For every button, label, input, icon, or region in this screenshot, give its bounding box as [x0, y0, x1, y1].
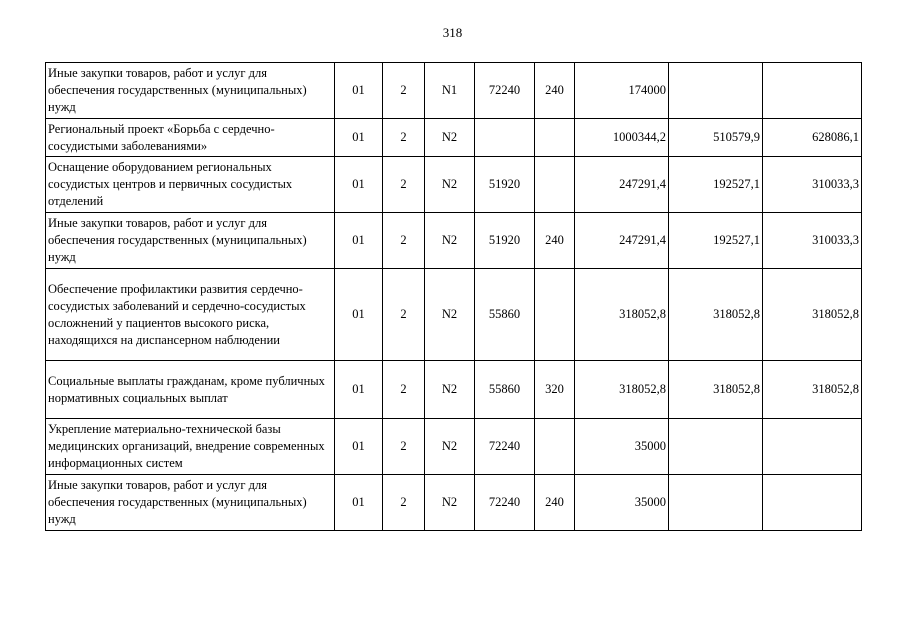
amount-year-2 [669, 63, 763, 119]
amount-year-1: 318052,8 [575, 361, 669, 419]
row-name: Иные закупки товаров, работ и услуг для обеспечения государственных (муниципальных) нужд [46, 475, 335, 531]
code-program: 2 [383, 419, 425, 475]
code-ministry: 01 [335, 213, 383, 269]
budget-table [45, 62, 862, 531]
code-expense-type: 240 [535, 213, 575, 269]
code-expense-type [535, 269, 575, 361]
row-name: Обеспечение профилактики развития сердечно-сосудистых заболеваний и сердечно-сосудистых осложнений у пациентов высокого риска, находящихся на диспансерном наблюдении [46, 269, 335, 361]
code-ministry: 01 [335, 361, 383, 419]
code-program: 2 [383, 157, 425, 213]
code-program: 2 [383, 269, 425, 361]
page-number: 318 [442, 25, 463, 40]
code-program: 2 [383, 475, 425, 531]
code-expense-type [535, 419, 575, 475]
table-row [46, 475, 862, 531]
code-project: N2 [425, 475, 475, 531]
amount-year-3: 310033,3 [763, 213, 862, 269]
table-row [46, 63, 862, 119]
code-project: N2 [425, 269, 475, 361]
amount-year-3: 310033,3 [763, 157, 862, 213]
row-name: Социальные выплаты гражданам, кроме публичных нормативных социальных выплат [46, 361, 335, 419]
code-ministry: 01 [335, 119, 383, 157]
table-row [46, 213, 862, 269]
code-expense-type: 240 [535, 63, 575, 119]
amount-year-2: 192527,1 [669, 213, 763, 269]
code-target: 72240 [475, 63, 535, 119]
row-name: Укрепление материально-технической базы медицинских организаций, внедрение современных информационных систем [46, 419, 335, 475]
amount-year-2: 318052,8 [669, 361, 763, 419]
amount-year-1: 174000 [575, 63, 669, 119]
amount-year-3: 628086,1 [763, 119, 862, 157]
row-name: Оснащение оборудованием региональных сосудистых центров и первичных сосудистых отделений [46, 157, 335, 213]
code-project: N2 [425, 361, 475, 419]
code-ministry: 01 [335, 63, 383, 119]
amount-year-3 [763, 63, 862, 119]
amount-year-2: 510579,9 [669, 119, 763, 157]
amount-year-3: 318052,8 [763, 361, 862, 419]
amount-year-2: 192527,1 [669, 157, 763, 213]
amount-year-2: 318052,8 [669, 269, 763, 361]
code-project: N2 [425, 157, 475, 213]
code-program: 2 [383, 119, 425, 157]
row-name: Региональный проект «Борьба с сердечно-сосудистыми заболеваниями» [46, 119, 335, 157]
amount-year-1: 318052,8 [575, 269, 669, 361]
code-target: 51920 [475, 213, 535, 269]
code-target: 51920 [475, 157, 535, 213]
table-row [46, 269, 862, 361]
code-expense-type [535, 157, 575, 213]
code-ministry: 01 [335, 157, 383, 213]
amount-year-3 [763, 475, 862, 531]
code-target [475, 119, 535, 157]
code-target: 72240 [475, 419, 535, 475]
code-ministry: 01 [335, 269, 383, 361]
code-program: 2 [383, 213, 425, 269]
amount-year-1: 247291,4 [575, 157, 669, 213]
code-target: 55860 [475, 361, 535, 419]
code-target: 55860 [475, 269, 535, 361]
amount-year-3: 318052,8 [763, 269, 862, 361]
amount-year-2 [669, 475, 763, 531]
code-program: 2 [383, 361, 425, 419]
table-body [46, 63, 862, 531]
code-target: 72240 [475, 475, 535, 531]
code-expense-type [535, 119, 575, 157]
code-expense-type: 320 [535, 361, 575, 419]
amount-year-3 [763, 419, 862, 475]
code-project: N2 [425, 419, 475, 475]
amount-year-1: 1000344,2 [575, 119, 669, 157]
code-project: N2 [425, 213, 475, 269]
table-row [46, 157, 862, 213]
row-name: Иные закупки товаров, работ и услуг для обеспечения государственных (муниципальных) нужд [46, 213, 335, 269]
code-project: N2 [425, 119, 475, 157]
table-row [46, 419, 862, 475]
code-ministry: 01 [335, 419, 383, 475]
row-name: Иные закупки товаров, работ и услуг для обеспечения государственных (муниципальных) нужд [46, 63, 335, 119]
code-ministry: 01 [335, 475, 383, 531]
amount-year-1: 35000 [575, 419, 669, 475]
code-project: N1 [425, 63, 475, 119]
table-row [46, 119, 862, 157]
amount-year-1: 247291,4 [575, 213, 669, 269]
amount-year-1: 35000 [575, 475, 669, 531]
code-program: 2 [383, 63, 425, 119]
amount-year-2 [669, 419, 763, 475]
code-expense-type: 240 [535, 475, 575, 531]
table-row [46, 361, 862, 419]
